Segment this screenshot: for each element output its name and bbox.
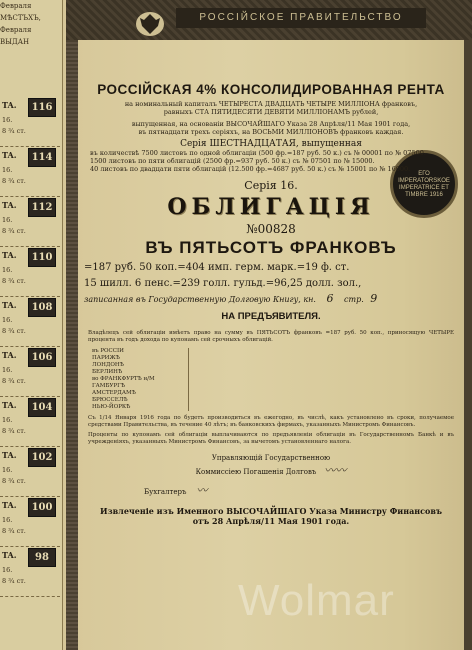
- ornamental-border-left: [66, 40, 78, 650]
- coupon-line: 8 ¾ ст.: [2, 427, 26, 435]
- coupon-number: 110: [28, 248, 56, 267]
- coupon-stub-text: Февраля: [0, 2, 32, 10]
- amount-equivalent: =187 руб. 50 коп.=404 имп. герм. марк.=19 ф. ст.: [84, 262, 350, 273]
- coupon-line: 16.: [2, 116, 13, 124]
- coupon-code: TA.: [2, 100, 17, 110]
- bond-amount: ВЪ ПЯТЬСОТЪ ФРАНКОВЪ: [145, 238, 397, 257]
- bookkeeper-label: Бухгалтеръ: [144, 488, 187, 496]
- bearer-line: НА ПРЕДЪЯВИТЕЛЯ.: [221, 311, 321, 322]
- paragraph-redemption: Съ 1/14 Января 1916 года по будетъ производиться въ ежегодно, въ числѣ, какъ установлено въ сроки, получаемое средствами Правительства, въ течение 40 лѣтъ; въ банковскихъ фирмахъ, указанныхъ Министромъ Финансовъ.: [88, 415, 454, 428]
- coupon-number: 112: [28, 198, 56, 217]
- government-banner: РОССІЙСКОЕ ПРАВИТЕЛЬСТВО: [176, 8, 426, 28]
- coupon-line: 16.: [2, 166, 13, 174]
- coupon-stub-text: Февраля: [0, 26, 32, 34]
- signature-label: Коммиссіею Погашенія Долговъ: [195, 468, 317, 476]
- coupon-line: 8 ¾ ст.: [2, 177, 26, 185]
- place-item: БЕРЛИНѢ: [92, 369, 123, 375]
- payment-places: [84, 348, 458, 411]
- coupon: [0, 446, 60, 497]
- extract-heading: Извлеченіе изъ Именного ВЫСОЧАЙШАГО Указа Министру Финансовъ: [99, 506, 443, 516]
- issue-detail: въ количествѣ 7500 листовъ по одной облигаціи (500 фр.=187 руб. 50 к.) съ № 00001 по № 07500.: [90, 149, 426, 157]
- coupon-number: 108: [28, 298, 56, 317]
- signature-label: Управляющій Государственною: [211, 454, 331, 462]
- ornamental-border-right: [464, 40, 472, 650]
- coupon-code: TA.: [2, 300, 17, 310]
- coupon-line: 8 ¾ ст.: [2, 377, 26, 385]
- handwritten-signature: 〰: [196, 484, 208, 497]
- coupon-line: 8 ¾ ст.: [2, 577, 26, 585]
- registry-page-label: стр.: [344, 295, 364, 304]
- coupon-code: TA.: [2, 350, 17, 360]
- coupon-number: 106: [28, 348, 56, 367]
- paragraph-terms: Владѣлецъ сей облигаціи имѣетъ право на сумму въ ПЯТЬСОТЪ франковъ =187 руб. 50 коп., приносящую ЧЕТЫРЕ процента въ годъ дохода по купонамъ сей срочныхъ облигацій.: [88, 330, 454, 343]
- place-item: ГАМБУРГѢ: [92, 383, 125, 389]
- coupon: [0, 246, 60, 297]
- place-item: БРЮССЕЛѢ: [92, 397, 128, 403]
- coupon: [0, 346, 60, 397]
- issued-line: выпущенная, на основаніи ВЫСОЧАЙШАГО Указа 28 Апрѣля/11 Мая 1901 года,: [131, 120, 411, 128]
- coupon: [0, 96, 60, 147]
- coupon-code: TA.: [2, 150, 17, 160]
- place-item: ЛОНДОНѢ: [92, 362, 124, 368]
- extract-heading: отъ 28 Апрѣля/11 Мая 1901 года.: [192, 516, 350, 526]
- registry-line: [84, 292, 458, 305]
- coupon-number: 114: [28, 148, 56, 167]
- coupon-code: TA.: [2, 400, 17, 410]
- handwritten-signature: 〰〰: [324, 464, 347, 477]
- coupon: [0, 396, 60, 447]
- bond-body: [84, 44, 458, 650]
- issue-detail: 1500 листовъ по пяти облигацій (2500 фр.=937 руб. 50 к.) съ № 07501 по № 15000.: [90, 157, 375, 165]
- coupon-line: 16.: [2, 316, 13, 324]
- paragraph-interest: Проценты по купонамъ сей облигаціи выплачиваются по предъявленіи облигаціи въ Государственномъ Банкѣ и въ учрежденіяхъ, указанныхъ Министромъ Финансовъ, за вычетомъ установленнаго налога.: [88, 432, 454, 445]
- place-item: въ РОССІИ: [92, 348, 124, 354]
- coupon-number: 116: [28, 98, 56, 117]
- seal-text: ЕГО IMPERATORSKOE IMPERATRICE ET TIMBRE 1916: [398, 171, 450, 198]
- coupon-line: 16.: [2, 416, 13, 424]
- signature-block: [84, 454, 458, 498]
- series-line: въ пятнадцати трехъ серіяхъ, на ВОСЬМИ МИЛЛІОНОВЪ франковъ каждая.: [138, 128, 404, 136]
- capital-line: на номинальный капиталъ ЧЕТЫРЕСТА ДВАДЦАТЬ ЧЕТЫРЕ МИЛЛІОНА франковъ,: [124, 100, 418, 108]
- coupon-code: TA.: [2, 200, 17, 210]
- registry-book: 6: [326, 292, 334, 305]
- bond-number: №00828: [246, 222, 296, 236]
- series-number: Серія 16.: [244, 179, 298, 192]
- coupon-line: 16.: [2, 216, 13, 224]
- coupon-number: 104: [28, 398, 56, 417]
- coupon-line: 16.: [2, 566, 13, 574]
- coupon: [0, 196, 60, 247]
- bond-word: ОБЛИГАЦІЯ: [167, 194, 375, 220]
- coupon-line: 16.: [2, 516, 13, 524]
- double-headed-eagle-icon: [132, 8, 168, 38]
- bond-title: РОССІЙСКАЯ 4% КОНСОЛИДИРОВАННАЯ РЕНТА: [97, 82, 445, 97]
- coupon-line: 8 ¾ ст.: [2, 477, 26, 485]
- amount-equivalent: 15 шилл. 6 пенс.=239 голл. гульд.=96,25 долл. зол.,: [84, 278, 362, 289]
- coupon-code: TA.: [2, 250, 17, 260]
- coupon-line: 16.: [2, 366, 13, 374]
- coupon-line: 8 ¾ ст.: [2, 527, 26, 535]
- place-item: АМСТЕРДАМѢ: [92, 390, 136, 396]
- coupon-code: TA.: [2, 500, 17, 510]
- coupon-line: 8 ¾ ст.: [2, 227, 26, 235]
- coupon-code: TA.: [2, 550, 17, 560]
- coupon-stub-text: ВЫДАН: [0, 38, 30, 46]
- issue-detail: 40 листовъ по двадцати пяти облигацій (12.500 фр.=4687 руб. 50 к.) съ № 15001 по № 16000.: [90, 165, 411, 173]
- coupon: [0, 146, 60, 197]
- capital-line: равныхъ СТА ПЯТИДЕСЯТИ ДЕВЯТИ МИЛЛІОНАМЪ рублей,: [163, 108, 379, 116]
- coupon: [0, 496, 60, 547]
- bond-certificate: [66, 0, 472, 650]
- coupon: [0, 546, 60, 597]
- watermark: Wolmar: [238, 576, 395, 625]
- coupon-line: 16.: [2, 266, 13, 274]
- coupon: [0, 296, 60, 347]
- place-item: во ФРАНКФУРТѢ н/М: [92, 376, 155, 382]
- coupon-number: 98: [28, 548, 56, 567]
- coupon-line: 16.: [2, 466, 13, 474]
- coupon-line: 8 ¾ ст.: [2, 277, 26, 285]
- place-item: НЬЮ-ЙОРКѢ: [92, 404, 131, 410]
- coupon-strip: [0, 0, 63, 650]
- coupon-line: 8 ¾ ст.: [2, 327, 26, 335]
- coupon-number: 100: [28, 498, 56, 517]
- coupon-stub-text: МѢСТЪХЪ,: [0, 14, 41, 22]
- coupon-number: 102: [28, 448, 56, 467]
- coupon-code: TA.: [2, 450, 17, 460]
- registry-label: записанная въ Государственную Долговую Книгу, кн.: [84, 295, 316, 304]
- coupon-line: 8 ¾ ст.: [2, 127, 26, 135]
- place-item: ПАРИЖѢ: [92, 355, 120, 361]
- series-heading: Серія ШЕСТНАДЦАТАЯ, выпущенная: [180, 139, 362, 149]
- registry-page: 9: [370, 292, 378, 305]
